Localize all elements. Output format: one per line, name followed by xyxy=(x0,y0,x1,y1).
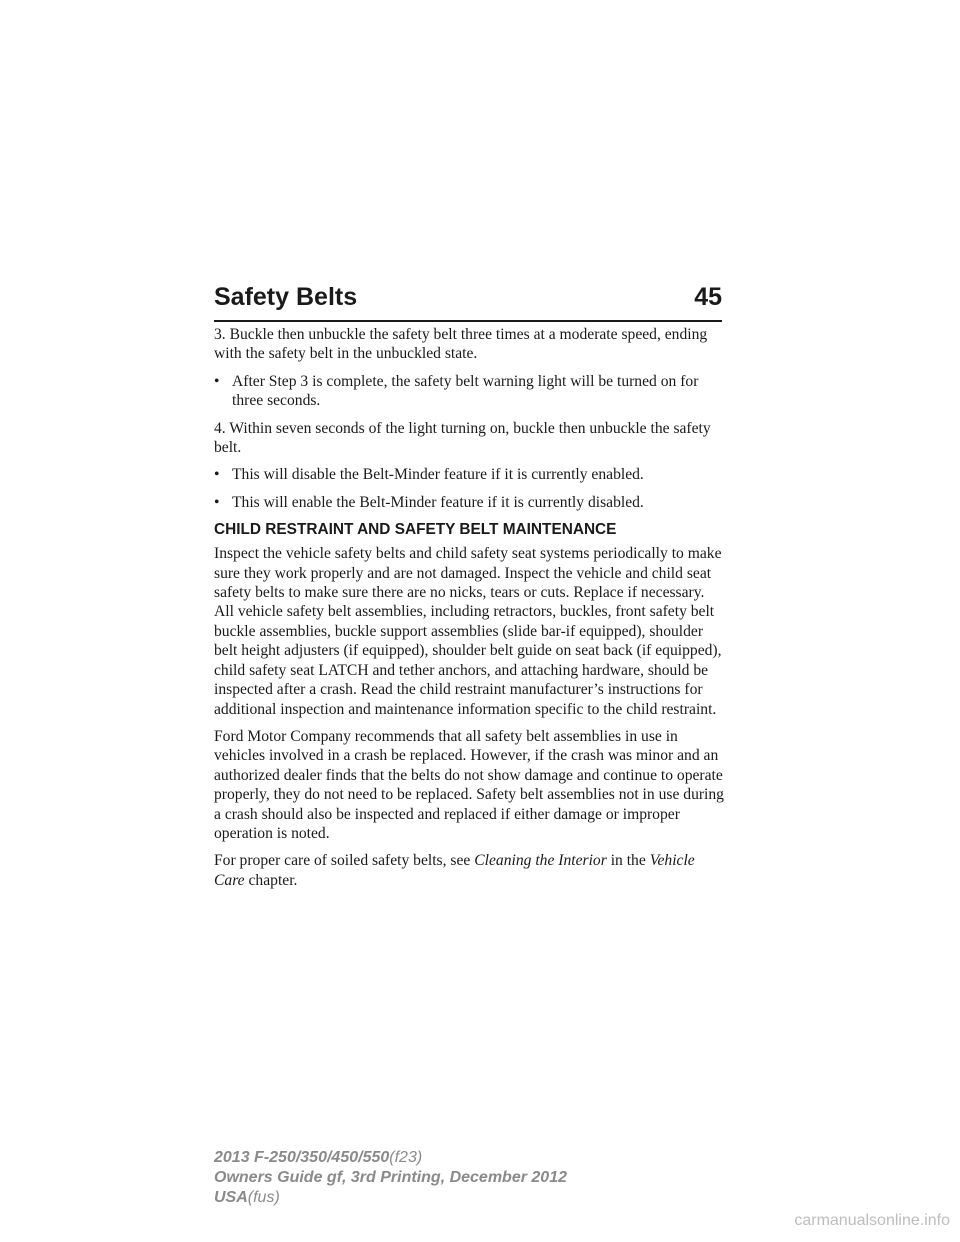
page-header xyxy=(214,282,722,312)
bullet-dot: • xyxy=(214,493,220,511)
vehicle-care-reference: Vehicle Care xyxy=(214,852,695,889)
bullet-dot: • xyxy=(214,466,220,484)
bullet-text-2: This will disable the Belt-Minder feature if it is currently enabled. xyxy=(232,466,644,484)
header-rule xyxy=(214,320,722,322)
para3-suffix: chapter. xyxy=(244,871,298,889)
maintenance-paragraph-3 xyxy=(214,851,726,890)
maintenance-paragraph-2: Ford Motor Company recommends that all safety belt assemblies in use in vehicles involved in a crash be replaced. However, if the crash was minor and an authorized dealer finds that the belts do not show damage and continue to operate properly, they do not need to be replaced. Safety belt assemblies not in use during a crash should also be inspected and replaced if either damage or improper operation is noted. xyxy=(214,727,724,842)
bullet-text-1: After Step 3 is complete, the safety belt warning light will be turned on for three seconds. xyxy=(232,372,699,410)
bullet-item xyxy=(214,372,726,411)
bullet-dot: • xyxy=(214,372,220,390)
footer-guide: Owners Guide gf, 3rd Printing, December 2012 xyxy=(214,1169,567,1186)
cleaning-interior-reference: Cleaning the Interior xyxy=(474,852,607,870)
bullet-item xyxy=(214,493,726,512)
footer-region-code: (fus) xyxy=(247,1189,280,1206)
footer-region-line xyxy=(214,1188,567,1208)
step-4-text: 4. Within seven seconds of the light turning on, buckle then unbuckle the safety belt. xyxy=(214,419,711,457)
maintenance-paragraph-1: Inspect the vehicle safety belts and child safety seat systems periodically to make sure they work properly and are not damaged. Inspect the vehicle and child seat safety belts to make sure there are no nicks, tears or cuts. Replace if necessary. All vehicle safety belt assemblies, including retractors, buckles, front safety belt buckle assemblies, buckle support assemblies (slide bar-if equipped), shoulder belt height adjusters (if equipped), shoulder belt guide on seat back (if equipped), child safety seat LATCH and tether anchors, and attaching hardware, should be inspected after a crash. Read the child restraint manufacturer’s instructions for additional inspection and maintenance information specific to the child restraint. xyxy=(214,545,722,718)
para3-mid: in the xyxy=(606,852,650,870)
watermark-text: carmanualsonline.info xyxy=(794,1212,950,1229)
page-footer xyxy=(214,1148,567,1208)
section-title: Safety Belts xyxy=(214,283,358,311)
section-heading: CHILD RESTRAINT AND SAFETY BELT MAINTENANCE xyxy=(214,521,617,539)
footer-model-code: (f23) xyxy=(389,1149,423,1166)
page-body xyxy=(214,325,726,890)
para3-prefix: For proper care of soiled safety belts, see xyxy=(214,852,475,870)
page-number: 45 xyxy=(694,283,722,311)
footer-model: 2013 F-250/350/450/550 xyxy=(214,1149,390,1166)
bullet-item xyxy=(214,465,726,484)
footer-region: USA xyxy=(214,1189,248,1206)
bullet-text-3: This will enable the Belt-Minder feature if it is currently disabled. xyxy=(232,493,644,511)
step-3-text: 3. Buckle then unbuckle the safety belt three times at a moderate speed, ending with the safety belt in the unbuckled state. xyxy=(214,326,708,363)
footer-model-line xyxy=(214,1148,567,1168)
